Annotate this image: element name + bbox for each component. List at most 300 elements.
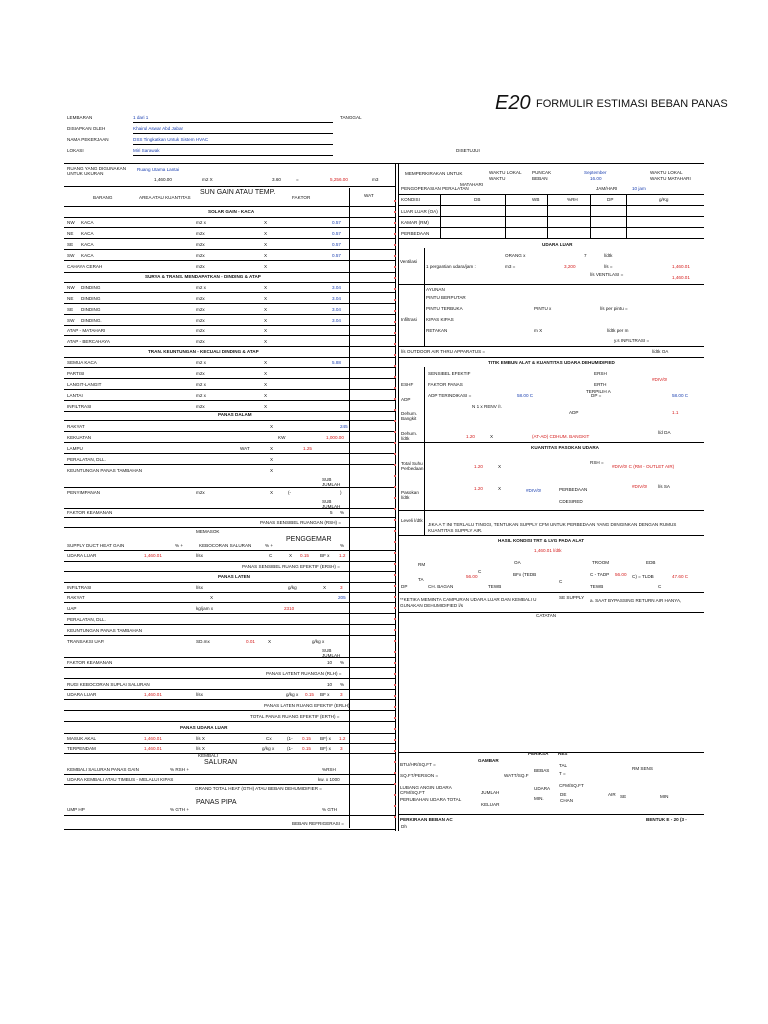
row-direction: NW [67,285,75,290]
penyimpanan-unit: m2x [196,490,205,495]
uap-unit: kg/jam x [196,606,214,611]
atadp-label: (AT-AD) CDHUM. BANGKIT [532,434,590,439]
area-value: 1,460.00 [154,177,172,182]
perbedaan-label: PERBEDAAN [401,231,430,236]
row-x: X [264,382,268,387]
row-factor: 0.57 [332,220,341,225]
udara-luar-x: X [289,553,293,558]
catatan-label: CATATAN [536,613,557,618]
disiapkan-label: DISIAPKAN OLEH [67,126,106,131]
row-direction: SW [67,253,75,258]
row-x: X [264,371,268,376]
rlh-label: PANAS LATENT RUANGAN (RLH) = [266,671,342,676]
cahaya-x: X [264,264,268,269]
kamar-label: KAMAR (RM) [401,220,429,225]
retakan-label: RETAKAN [426,328,448,333]
v5600-value: 56.00 [466,574,478,579]
tran-title: TRAN. KEUNTUNGAN - KECUALI DINDING & ATAP [148,349,259,354]
row-x: X [264,296,268,301]
cfm-label: CFM/SQ.FT [559,783,584,788]
se-supply-label: SE SUPPLY [559,595,585,600]
cahaya-label: CAHAYA CERAH [67,264,103,269]
row-name: DINDING [81,307,101,312]
terpendam-bf: BF) x [320,746,331,751]
row-unit: m2x [196,231,205,236]
udara-luar-laten-3: 3 [340,692,343,697]
penyimpanan-label: PENYIMPANAN [67,490,101,495]
c2-label: C [658,584,662,589]
ls-da-label: l/d DA [658,430,671,435]
row-factor: 3.04 [332,296,341,301]
lembaran-value: 1 dari 1 [133,115,149,120]
bf-tedb-label: BFx (TEDB [513,572,537,577]
udara-luar-laten-label: UDARA LUAR [67,692,97,697]
keuntungan-laten-label: KEUNTUNGAN PANAS TAMBAHAN [67,628,143,633]
rakyat-label: RAKYAT [67,424,85,429]
peralatan-label: PERALATAN, DLL. [67,457,106,462]
chan-label: CHAN [560,798,574,803]
wattsqft-label: WATT/SQ.F [504,773,529,778]
penyimpanan-x: X [270,490,274,495]
row-name: INFILTRASI [67,404,92,409]
row-unit: m2 x [196,220,206,225]
dh-label: Dh [401,824,407,829]
v4760-value: 47.60 C [672,574,689,579]
lembaran-label: LEMBARAN [67,115,93,120]
masuk-akal-bf: BF) x [320,736,331,741]
kekuatan-label: KEKUATAN [67,435,92,440]
rh-label: %RH [567,197,578,202]
min-label: MIN [660,794,669,799]
div0b-value: #DIV/0! C (RM - OUTLET AIR) [612,464,675,469]
row-x: X [264,253,268,258]
masuk-akal-015: 0.15 [302,736,311,741]
transaksi-x: X [268,639,272,644]
solar-kaca-title: SOLAR GAIN - KACA [208,209,255,214]
edb-label: EDB [646,560,656,565]
row-unit: m2x [196,371,205,376]
udara-luar-015: 0.15 [300,553,309,558]
x-label: X [490,434,494,439]
infiltrasi-laten-x: X [323,585,327,590]
rugi-pct: 10 [327,682,333,687]
ketika-text: **KETIKA MEMINTA CAMPURAN UDARA LUAR DAN KEMBALI U GUNAKAN DEHUMIDIFIED l/s [400,597,537,608]
row-name: KACA [81,231,94,236]
v11-value: 1.1 [672,410,679,415]
ls-oa-label: l/dtk OA [652,349,669,354]
cahaya-unit: m2x [196,264,205,269]
terpendam-value: 1,460.01 [144,746,162,751]
saluran-label: SALURAN [204,759,238,766]
ta-label: TA [418,577,424,582]
res-label: RES [558,751,568,756]
air-label: AIR [608,792,616,797]
jumlah-label: JUMLAH [481,790,500,795]
v1460c-value: 1,460.01 l/dtk [534,548,562,553]
v120-value: 1.20 [466,434,475,439]
pct-plus: % + [175,543,184,548]
sqft-label: SQ.FT/PERSON = [400,773,439,778]
row-unit: m2x [196,253,205,258]
ersh-label: PANAS SENSIBEL RUANG EFEKTIF (ERSH) = [242,564,340,569]
ventilasi-label: Ventilasi [400,259,418,264]
row-x: X [264,404,268,409]
terpilih-label: TERPILIH A [586,389,611,394]
row-factor: 3.04 [332,307,341,312]
fk-pct: 5 [330,510,333,515]
ls-eq-label: l/s = [604,264,613,269]
n1-label: N 1 x RENV /I. [472,404,502,409]
dehum2-label: Dehum. l/dtk [401,431,418,442]
dp-eq-label: DP = [591,393,602,398]
ls-infiltrasi-label: y.s INFILTRASI = [614,338,650,343]
luar-label: LUAR LUAR (OA) [401,209,438,214]
total-suhu-label: Total Suhu Perbedaan [401,461,424,472]
kekuatan-kw: KW [278,435,286,440]
rakyat-laten-value: 205 [338,595,346,600]
row-unit: m2 x [196,360,206,365]
gambar-label: GAMBAR [478,758,499,763]
col-faktor: FAKTOR [292,195,311,200]
div0c-value: #DIV/0! [526,488,542,493]
masuk-akal-label: MASUK AKAL [67,736,97,741]
row-x: X [264,318,268,323]
div0d-value: #DIV/0! [632,484,648,489]
col-wat: WAT [364,193,374,198]
row-name: KACA [81,253,94,258]
sun-gain-heading: SUN GAIN ATAU TEMP. [200,189,276,196]
udara-luar-laten-bf: BF x [320,692,330,697]
infiltrasi-laten-g: g/kg [288,585,297,590]
keluar-label: KELUAR [481,802,500,807]
memasok-label: MEMASOK [196,529,220,534]
kembali-label: KEMBALI [198,753,218,758]
hour-value: 16.00 [590,176,602,181]
masuk-akal-value: 1,460.01 [144,736,162,741]
row-unit: m2x [196,296,205,301]
kembali-saluran-label: KEMBALI SALURAN PANAS GAIN [67,767,139,772]
gth-pct: % GTH [322,807,338,812]
equals: = [296,177,299,182]
vent-eq-label: l/s VENTILASI = [590,272,624,277]
udara-luar-laten-unit: l/sx [196,692,203,697]
pintu-berputar-label: PINTU BERPUTAR [426,295,466,300]
row-direction: NE [67,296,74,301]
udara-luar-12: 1.2 [339,553,346,558]
pengoperasian-label: PENGOPERASIAN PERALATAN [401,186,469,191]
orang-label: ORANG x [505,253,526,258]
terpendam-015: 0.15 [302,746,311,751]
ls-pintu-label: l/s per pintu = [600,306,628,311]
volume-unit: m3 [372,177,379,182]
tewb2-label: TEWB [590,584,604,589]
udara-luar-value: 1,460.01 [144,553,162,558]
form-title: FORMULIR ESTIMASI BEBAN PANAS [536,98,728,110]
col-area: AREA ATAU KUANTITAS [139,195,191,200]
nama-value: DSS Tingkatkan Untuk Sistem HVAC [133,137,209,142]
row-factor: 3.04 [332,285,341,290]
jam-value: 10 jam [632,186,646,191]
uap-label: UAP [67,606,77,611]
v120b-value: 1.20 [474,464,483,469]
v58b-value: 58.00 C [672,393,689,398]
row-unit: m2x [196,307,205,312]
lampu-label: LAMPU [67,446,83,451]
faktor-keamanan-laten-label: FAKTOR KEAMANAN [67,660,113,665]
perbedaan2-label: PERBEDAAN [559,487,588,492]
kembali-saluran-rsh: %RSH [322,767,336,772]
hasil-title: HASIL KONDISI TRT & LVG PADA ALAT [498,538,585,543]
ruang-label: RUANG YANG DIGUNAKAN UNTUK UKURAN [67,166,127,177]
row-unit: m2x [196,242,205,247]
kembali-saluran-pct: % RSH + [170,767,190,772]
row-factor: 0.57 [332,253,341,258]
infiltrasi-laten-unit: l/sx [196,585,203,590]
col-barang: BARANG [93,195,113,200]
kekuatan-value: 1,000.00 [326,435,344,440]
transaksi-label: TRANSAKSI UAP. [67,639,105,644]
masuk-akal-c: Cx [266,736,272,741]
cdesired-label: CDESIRED [559,499,583,504]
udara-luar-unit: l/sx [196,553,203,558]
dp-hasil-label: DP [401,584,408,589]
rsh-eq-label: RSH = [590,460,604,465]
row-name: KACA [81,220,94,225]
v3200-value: 3,200 [564,264,576,269]
ls-per-label: l/dtk [604,253,613,258]
penyimpanan-p: (- [288,490,292,495]
row-direction: NW [67,220,75,225]
atap-matahari-label: ATAP - MATAHARI [67,328,106,333]
min2-label: MIN. [534,796,544,801]
transaksi-value: 0.01 [246,639,255,644]
masuk-akal-unit: l/s X [196,736,205,741]
m3-label: m3 = [505,264,516,269]
rakyat-value: 245 [340,424,348,429]
waktu-lokal-label: WAKTU LOKAL [489,170,522,175]
kuantitas-title: KUANTITAS PASOKAN UDARA [531,445,599,450]
udara-luar-right-title: UDARA LUAR [542,242,573,247]
saat-text: a. SAAT BYPASSING RETURN AIR HANYA, [590,598,682,603]
kipas-label: KIPAS KIPAS [426,317,454,322]
masuk-akal-12: 1.2 [339,736,346,741]
puncak-label: PUNCAK [532,170,552,175]
terpendam-label: TERPENDAM [67,746,96,751]
surya-title: SURYA & TRANS. MENDAPATKAN - DINDING & ATAP [145,274,261,279]
transaksi-g: g/kg x [312,639,325,644]
erth-label: TOTAL PANAS RUANG EFEKTIF (ERTH) = [250,714,340,719]
panas-dalam-title: PANAS DALAM [218,412,252,417]
tanggal-label: TANGGAL [340,115,362,120]
rm-sens-label: RM SENS [632,766,653,771]
panas-laten-title: PANAS LATEN [218,574,250,579]
row-unit: m2x [196,404,205,409]
infiltrasi-laten-3: 3 [340,585,343,590]
faktor-keamanan-label: FAKTOR KEAMANAN [67,510,113,515]
memperkirakan-label: MEMPERKIRAKAN UNTUK [405,171,463,176]
udara-luar-laten-g: g/kg x [286,692,299,697]
div0-value: #DIV/0! [652,377,668,382]
nama-label: NAMA PEKERJAAN [67,137,109,142]
ls-sa-label: l/s SA [658,484,670,489]
bebas-label: BEBAS [534,768,550,773]
de-label: DE [560,792,567,797]
sub-jumlah-1: SUB JUMLAH [322,477,341,488]
dp-label: DP [607,197,614,202]
udara-kembali-label: UDARA KEMBALI ATAU TIMBUS - MELALUI KIPAS [67,777,174,782]
ch-bagan-label: CH. BAGAN [428,584,454,589]
height-value: 3.60 [272,177,281,182]
volume-value: 5,256.00 [330,177,348,182]
leveli-label: Leveli l/dtk [401,518,423,523]
row-name: DINDING [81,285,101,290]
row-x: X [264,360,268,365]
c-tldb-label: C) = TLDB [632,574,654,579]
erlh-label: PANAS LATEN RUANG EFEKTIF (ERLH) [264,703,350,708]
panas-udara-luar-title: PANAS UDARA LUAR [180,725,228,730]
outdoor-label: l/s OUTDOOR AIR THRU APPARATUS = [401,349,486,354]
troom-label: TROOM [592,560,610,565]
udara-luar-label: UDARA LUAR [67,553,97,558]
beban-label: BEBAN [532,176,548,181]
waktu-matahari-label: WAKTU MATAHARI [650,176,691,181]
row-factor: 0.57 [332,242,341,247]
lampu-value: 1.25 [303,446,312,451]
row-name: DINDING. [81,318,102,323]
row-name: PARTISI [67,371,85,376]
udara-luar-laten-value: 1,460.01 [144,692,162,697]
rakyat-laten-label: RAKYAT [67,595,85,600]
eshf-label: ESHF [401,382,414,387]
row-unit: m2 x [196,393,206,398]
pintu-x-label: PINTU x [534,306,552,311]
t-eq-label: T = [559,771,566,776]
rakyat-laten-x: X [210,595,214,600]
terpendam-unit: l/s X [196,746,205,751]
row-name: SEMUA KACA [67,360,97,365]
oa-label: OA [514,560,521,565]
masuk-akal-1: (1- [287,736,293,741]
rsh-label: PANAS SENSIBEL RUANGAN (RSH) = [260,520,342,525]
row-factor: 0.57 [332,231,341,236]
row-direction: SE [67,307,74,312]
perubahan-label: PERUBAHAN UDARA TOTAL [400,797,462,802]
sub-jumlah-2: SUB JUMLAH [322,499,341,510]
lokasi-label: LOKASI [67,148,84,153]
rugi-label: RUGI KEBOCORAN SUPLAI SALURAN [67,682,150,687]
db-label: DB [474,197,481,202]
adp-left-label: ADP [401,397,411,402]
row-direction: NE [67,231,74,236]
terpendam-1: (1- [287,746,293,751]
titik-embun-title: TITIK EMBUN ALAT & KUANTITAS UDARA DEHUMIDIFIED [488,360,615,365]
row-x: X [264,393,268,398]
sensibel-efektif-label: SENSIBEL EFEKTIF [428,371,471,376]
row-name: DINDING [81,296,101,301]
grand-total-label: GRAND TOTAL HEAT (GTH) ATAU BEBAN DEHUMIDIFIER = [195,786,322,791]
keuntungan-tambahan-label: KEUNTUNGAN PANAS TAMBAHAN [67,468,143,473]
form-code: E20 [495,92,531,114]
adp-right-label: ADP [569,410,579,415]
se-label: SE [620,794,627,799]
lubang-label: LUBANG ANGIN UDARA CFM/SQ.FT [400,785,452,796]
v5600b-value: 56.00 [615,572,627,577]
v7-value: 7 [584,253,587,258]
lokasi-value: Miri Sarawak [133,148,160,153]
adp-ind-label: ADP TERINDIKASI = [428,393,472,398]
area-unit: m2 X [202,177,213,182]
c-label: C [559,579,563,584]
row-factor: 5.88 [332,360,341,365]
transaksi-unit: SD.mx [196,639,210,644]
perkiraan-label: PERKIRAAN BEBAN AC [400,817,453,822]
udara2-label: UDARA [534,786,551,791]
peralatan-laten-label: PERALATAN, DLL. [67,617,106,622]
m-x-label: m X [534,328,543,333]
v1460b-value: 1,460.01 [672,275,690,280]
sub-jumlah-3: SUB JUMLAH [322,648,341,659]
penggemar-label: PENGGEMAR [286,536,332,543]
udara-luar-bf: BF x [320,553,330,558]
kw-x: kw. x 1000 [318,777,340,782]
row-x: X [264,231,268,236]
disiapkan-value: Khairul Aswar Abd Jabar [133,126,184,131]
btu-label: BTU/HR/SQ.FT = [400,762,436,767]
ump-hp-label: UMP HP [67,807,85,812]
wb-label: WB [532,197,540,202]
beban-refrigerasi-label: BEBAN REFRIGERASI = [292,821,344,826]
panas-pipa-label: PANAS PIPA [196,799,237,806]
infiltrasi-right-label: Infiltrasi [401,317,417,322]
terpendam-3: 3 [340,746,343,751]
v58-value: 58.00 C [517,393,534,398]
gkg-label: g/Kg [659,197,669,202]
rm-label: RM [418,562,426,567]
faktor-panas-label: FAKTOR PANAS [428,382,463,387]
ersh-right-label: ERSH [594,371,607,376]
pct3: % [340,543,345,548]
waktu-label: WAKTU [489,176,506,181]
v120c-value: 1.20 [474,486,483,491]
v1460-value: 1,460.01 [672,264,690,269]
pct2: % + [265,543,274,548]
supply-duct-label: SUPPLY DUCT HEAT GAIN [67,543,125,548]
row-x: X [264,285,268,290]
bentuk-label: BENTUK E - 20 (3 - [646,817,687,822]
divider-markers [394,200,396,826]
row-direction: SW [67,318,75,323]
row-name: KACA [81,242,94,247]
tewb-label: TEWB [488,584,502,589]
dehum-label: Dehum. Bangkit [401,411,418,422]
pasokan-label: Pasokan l/dtk [401,490,419,501]
kondisi-label: KONDISI [401,197,420,202]
row-unit: m2 x [196,285,206,290]
disetujui-label: DISETUJUI [456,148,480,153]
row-name: LANGIT-LANGIT [67,382,102,387]
ls-per-m-label: l/dtk per m [607,328,629,333]
uap-value: 2310 [284,606,295,611]
row-x: X [264,307,268,312]
pintu-terbuka-label: PINTU TERBUKA [426,306,463,311]
row-unit: m2x [196,318,205,323]
kebocoran-label: KEBOCORAN SALURAN [199,543,252,548]
lampu-wat: WAT [240,446,250,451]
periksa-label: PERIKSA [528,751,549,756]
udara-luar-c: C [269,553,273,558]
atap-bercahaya-label: ATAP - BERCAHAYA [67,339,110,344]
pergantian-label: 1 pergantian udara/jam : [426,264,476,269]
